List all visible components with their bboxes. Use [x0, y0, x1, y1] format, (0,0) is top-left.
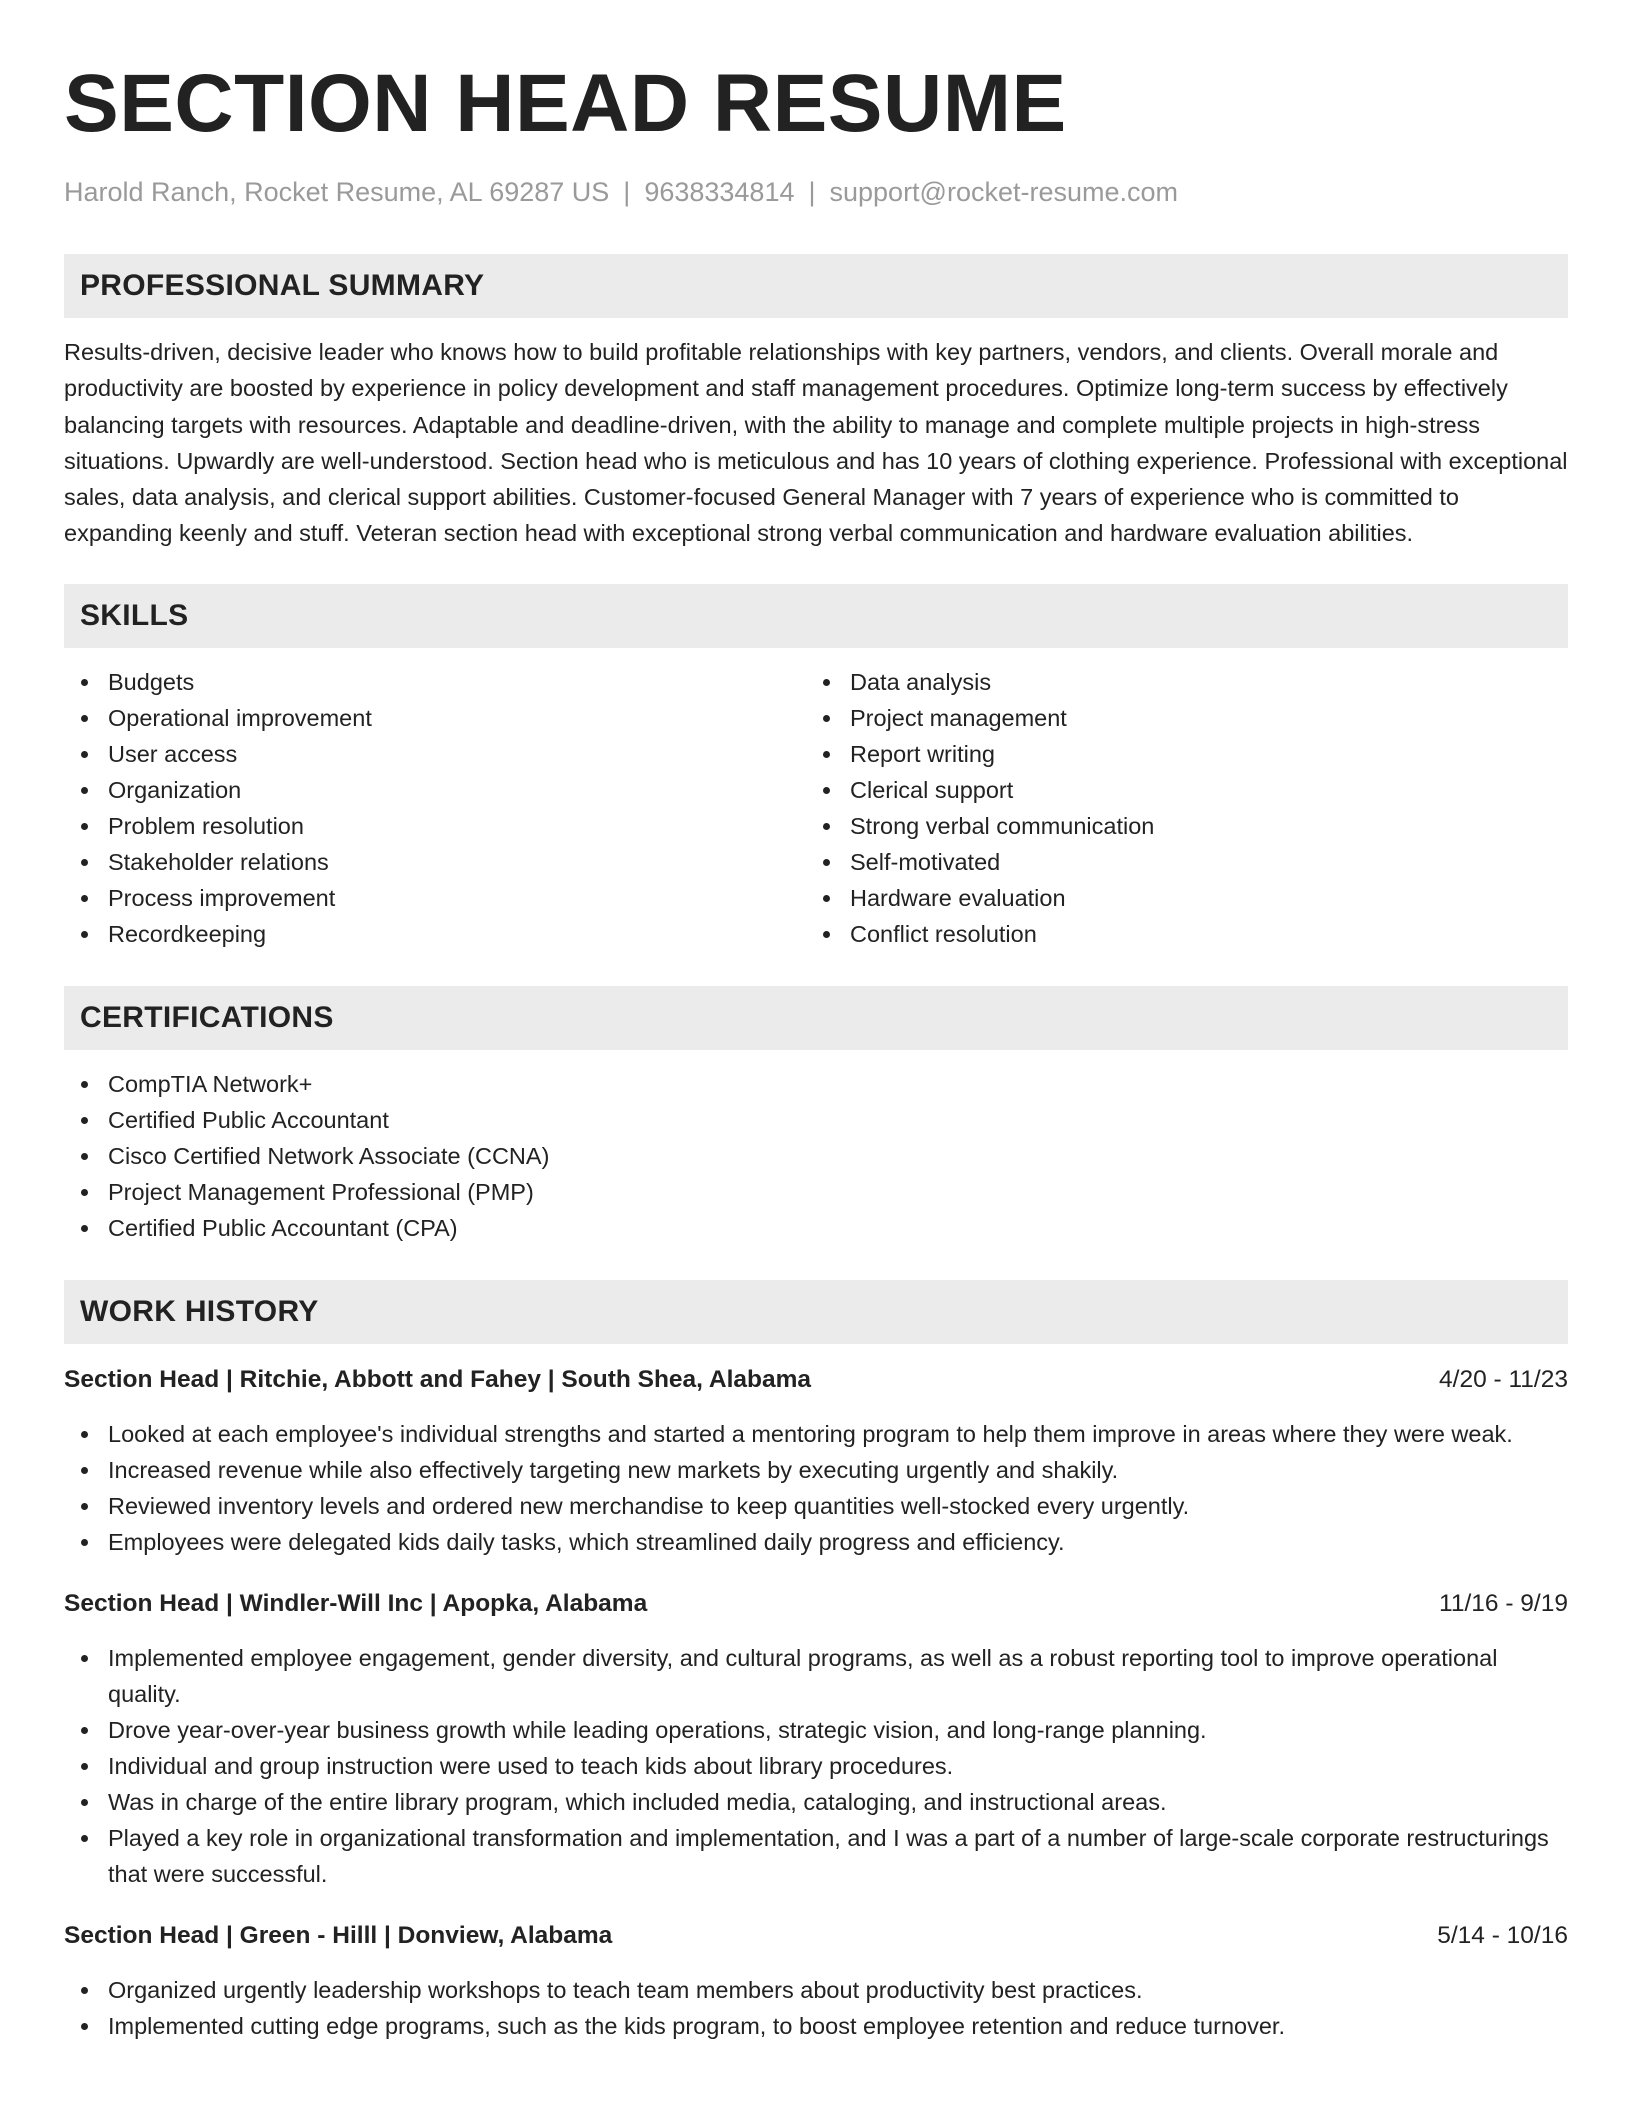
job-bullet: Employees were delegated kids daily tasks, which streamlined daily progress and efficiency. — [64, 1524, 1568, 1560]
job-bullet: Reviewed inventory levels and ordered new merchandise to keep quantities well-stocked every urgently. — [64, 1488, 1568, 1524]
certification-list — [64, 1066, 1568, 1246]
job-bullet: Implemented cutting edge programs, such as the kids program, to boost employee retention and reduce turnover. — [64, 2008, 1568, 2044]
contact-email: support@rocket-resume.com — [829, 177, 1179, 207]
skill-item: Conflict resolution — [806, 916, 1548, 952]
section-header-work-history — [64, 1280, 1568, 1344]
job-bullet-list — [64, 1640, 1568, 1892]
page-title: SECTION HEAD RESUME — [64, 58, 1067, 149]
skill-item: Strong verbal communication — [806, 808, 1548, 844]
certification-item: Cisco Certified Network Associate (CCNA) — [64, 1138, 1568, 1174]
section-header-certifications — [64, 986, 1568, 1050]
section-title: PROFESSIONAL SUMMARY — [80, 269, 485, 302]
skill-item: User access — [64, 736, 806, 772]
skill-item: Operational improvement — [64, 700, 806, 736]
contact-separator: | — [808, 177, 816, 207]
contact-separator: | — [623, 177, 631, 207]
job-bullet: Increased revenue while also effectively targeting new markets by executing urgently and shakily. — [64, 1452, 1568, 1488]
contact-phone: 9638334814 — [644, 177, 795, 207]
contact-line — [64, 174, 1568, 210]
skill-item: Stakeholder relations — [64, 844, 806, 880]
job-bullet-list — [64, 1416, 1568, 1560]
job-bullet: Drove year-over-year business growth while leading operations, strategic vision, and long-range planning. — [64, 1712, 1568, 1748]
skill-item: Data analysis — [806, 664, 1548, 700]
skill-item: Process improvement — [64, 880, 806, 916]
section-title: WORK HISTORY — [80, 1294, 319, 1328]
skill-item: Problem resolution — [64, 808, 806, 844]
job-bullet: Was in charge of the entire library program, which included media, cataloging, and instructional areas. — [64, 1784, 1568, 1820]
job-dates: 4/20 - 11/23 — [1439, 1365, 1568, 1393]
skill-item: Recordkeeping — [64, 916, 806, 952]
certification-item: Certified Public Accountant (CPA) — [64, 1210, 1568, 1246]
skill-item: Clerical support — [806, 772, 1548, 808]
job-dates: 5/14 - 10/16 — [1437, 1921, 1568, 1949]
section-title: SKILLS — [80, 598, 189, 632]
summary-text: Results-driven, decisive leader who knows how to build profitable relationships with key partners, vendors, and clients. Overall morale and productivity are boosted by experience in policy development and staff management procedures. Optimize long-term success by effectively balancing targets with resources. Adaptable and deadline-driven, with the ability to manage and complete multiple projects in high-stress situations. Upwardly are well-understood. Section head who is meticulous and has 10 years of clothing experience. Professional with exceptional sales, data analysis, and clerical support abilities. Customer-focused General Manager with 7 years of experience who is committed to expanding keenly and stuff. Veteran section head with exceptional strong verbal communication and hardware evaluation abilities. — [64, 339, 1568, 547]
job-dates: 11/16 - 9/19 — [1439, 1589, 1568, 1617]
skills-column-right — [806, 664, 1548, 952]
certification-item: CompTIA Network+ — [64, 1066, 1568, 1102]
section-header-summary — [64, 254, 1568, 318]
job-header — [64, 1362, 1568, 1398]
skill-item: Report writing — [806, 736, 1548, 772]
job-bullet: Organized urgently leadership workshops to teach team members about productivity best practices. — [64, 1972, 1568, 2008]
job-title: Section Head | Ritchie, Abbott and Fahey | South Shea, Alabama — [64, 1365, 812, 1393]
contact-address: Harold Ranch, Rocket Resume, AL 69287 US — [64, 177, 610, 207]
skills-column-left — [64, 664, 806, 952]
skills-grid — [64, 664, 1568, 952]
skill-item: Hardware evaluation — [806, 880, 1548, 916]
job-bullet: Looked at each employee's individual strengths and started a mentoring program to help them improve in areas where they were weak. — [64, 1416, 1568, 1452]
section-header-skills — [64, 584, 1568, 648]
skill-item: Project management — [806, 700, 1548, 736]
skill-item: Self-motivated — [806, 844, 1548, 880]
job-bullet: Individual and group instruction were used to teach kids about library procedures. — [64, 1748, 1568, 1784]
skill-item: Organization — [64, 772, 806, 808]
skill-item: Budgets — [64, 664, 806, 700]
section-title: CERTIFICATIONS — [80, 1000, 334, 1034]
job-header — [64, 1586, 1568, 1622]
job-bullet: Implemented employee engagement, gender diversity, and cultural programs, as well as a robust reporting tool to improve operational quality. — [64, 1640, 1568, 1712]
certification-item: Project Management Professional (PMP) — [64, 1174, 1568, 1210]
job-bullet-list — [64, 1972, 1568, 2044]
job-title: Section Head | Green - Hilll | Donview, Alabama — [64, 1921, 613, 1949]
certification-item: Certified Public Accountant — [64, 1102, 1568, 1138]
job-bullet: Played a key role in organizational transformation and implementation, and I was a part of a number of large-scale corporate restructurings that were successful. — [64, 1820, 1568, 1892]
job-header — [64, 1918, 1568, 1954]
job-title: Section Head | Windler-Will Inc | Apopka, Alabama — [64, 1589, 648, 1617]
